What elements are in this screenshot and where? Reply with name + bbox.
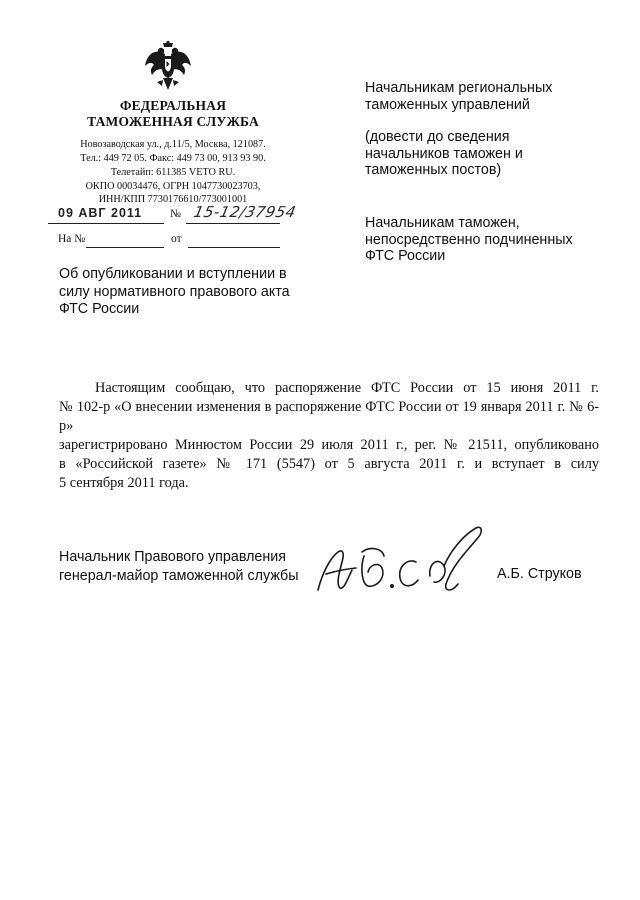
signatory-title-line: генерал-майор таможенной службы — [59, 568, 299, 584]
reference-label: На № — [58, 233, 86, 245]
body-line: зарегистрировано Минюстом России 29 июля 2011 г., рег. № 21511, опубликовано — [59, 437, 599, 453]
address-line-1: Новозаводская ул., д.11/5, Москва, 121087. — [80, 139, 266, 150]
body-line: Настоящим сообщаю, что распоряжение ФТС России от 15 июня 2011 г. — [95, 380, 599, 396]
addressee-line: непосредственно подчиненных — [365, 231, 573, 248]
coat-of-arms-emblem — [143, 40, 193, 92]
address-line-3: Телетайп: 611385 VETO RU. — [110, 167, 236, 178]
addressee-note — [365, 129, 605, 179]
body-line: 5 сентября 2011 года. — [59, 475, 189, 491]
reference-underline — [86, 247, 164, 248]
handwritten-signature — [312, 522, 494, 602]
subject-line: Об опубликовании и вступлении в — [59, 266, 287, 282]
org-name-line2: ТАМОЖЕННАЯ СЛУЖБА — [87, 114, 259, 129]
body-line: № 102-р «О внесении изменения в распоряжение ФТС России от 19 января 2011 г. № 6-р» — [59, 399, 599, 434]
number-label: № — [170, 208, 181, 220]
from-label: от — [171, 233, 182, 245]
addressee-line: таможенных постов) — [365, 162, 502, 178]
date-underline — [48, 223, 164, 224]
subject-line: силу нормативного правового акта — [59, 283, 290, 300]
signatory-name: А.Б. Струков — [497, 566, 582, 582]
signatory-title — [59, 548, 299, 586]
org-name-line1: ФЕДЕРАЛЬНАЯ — [119, 98, 227, 113]
subject — [59, 266, 319, 319]
subject-line: ФТС России — [59, 301, 140, 317]
addressee-customs — [365, 215, 605, 265]
body-line: в «Российской газете» № 171 (5547) от 5 августа 2011 г. и вступает в силу — [59, 456, 599, 472]
addressee-line: Начальникам таможен, — [365, 215, 520, 231]
addressee-line: (довести до сведения — [365, 129, 510, 145]
number-underline — [186, 223, 280, 224]
signatory-title-line: Начальник Правового управления — [59, 549, 287, 565]
address-line-2: Тел.: 449 72 05. Факс: 449 73 00, 913 93 90. — [80, 153, 266, 164]
addressee-line: Начальникам региональных — [365, 80, 553, 96]
registration-number: 15-12/37954 — [192, 203, 298, 221]
addressee-line: ФТС России — [365, 248, 446, 264]
address-line-5: ИНН/КПП 7730176610/773001001 — [98, 194, 248, 205]
addressee-line: начальников таможен и — [365, 145, 523, 162]
body-paragraph — [59, 379, 599, 493]
addressee-regional — [365, 80, 605, 113]
addressee-line: таможенных управлений — [365, 96, 530, 113]
address-line-4: ОКПО 00034476, ОГРН 1047730023703, — [85, 181, 261, 192]
registration-date: 09 АВГ 2011 — [58, 206, 143, 220]
from-underline — [188, 247, 280, 248]
